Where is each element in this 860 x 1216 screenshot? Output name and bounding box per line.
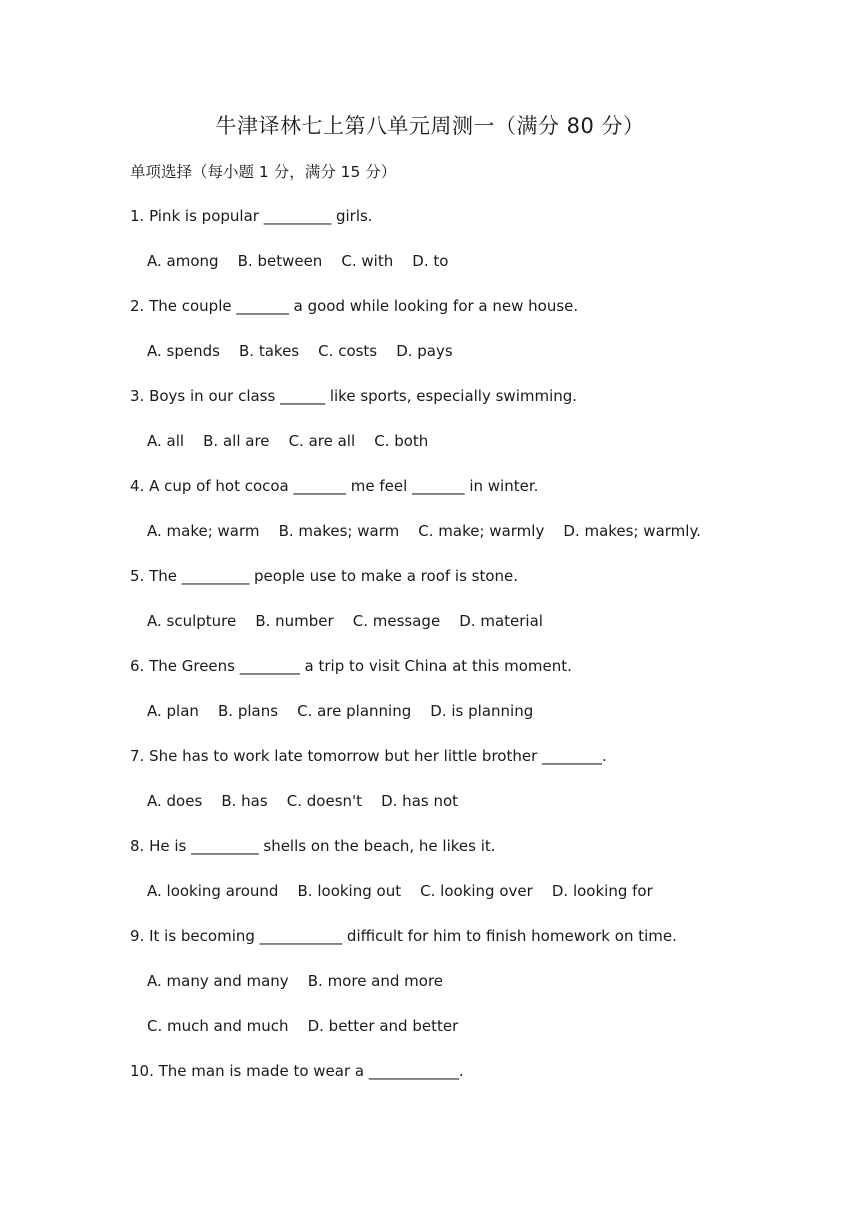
question-5-stem: 5. The _________ people use to make a roof is stone. xyxy=(130,567,519,585)
section-heading: 单项选择（每小题 1 分，满分 15 分） xyxy=(130,163,397,181)
question-3-options: A. all B. all are C. are all C. both xyxy=(147,432,429,450)
question-3-stem: 3. Boys in our class ______ like sports, especially swimming. xyxy=(130,387,578,405)
question-list xyxy=(130,205,830,1105)
question-7-options: A. does B. has C. doesn't D. has not xyxy=(147,792,459,810)
question-4-options: A. make; warm B. makes; warm C. make; warmly D. makes; warmly. xyxy=(147,522,701,540)
question-8-stem: 8. He is _________ shells on the beach, he likes it. xyxy=(130,837,496,855)
question-1-options: A. among B. between C. with D. to xyxy=(147,252,449,270)
question-9-options-line-1: A. many and many B. more and more xyxy=(147,972,444,990)
question-1-stem: 1. Pink is popular _________ girls. xyxy=(130,207,373,225)
question-9-stem: 9. It is becoming ___________ difficult for him to finish homework on time. xyxy=(130,927,677,945)
question-9-options-line-2: C. much and much D. better and better xyxy=(147,1017,459,1035)
question-5-options: A. sculpture B. number C. message D. material xyxy=(147,612,543,630)
question-6-stem: 6. The Greens ________ a trip to visit China at this moment. xyxy=(130,657,572,675)
question-8-options: A. looking around B. looking out C. looking over D. looking for xyxy=(147,882,653,900)
question-10-stem: 10. The man is made to wear a ____________. xyxy=(130,1062,464,1080)
question-7-stem: 7. She has to work late tomorrow but her little brother ________. xyxy=(130,747,607,765)
question-6-options: A. plan B. plans C. are planning D. is planning xyxy=(147,702,534,720)
question-2-options: A. spends B. takes C. costs D. pays xyxy=(147,342,453,360)
question-2-stem: 2. The couple _______ a good while looking for a new house. xyxy=(130,297,579,315)
question-4-stem: 4. A cup of hot cocoa _______ me feel _______ in winter. xyxy=(130,477,539,495)
page-title: 牛津译林七上第八单元周测一（满分 80 分） xyxy=(215,114,645,138)
